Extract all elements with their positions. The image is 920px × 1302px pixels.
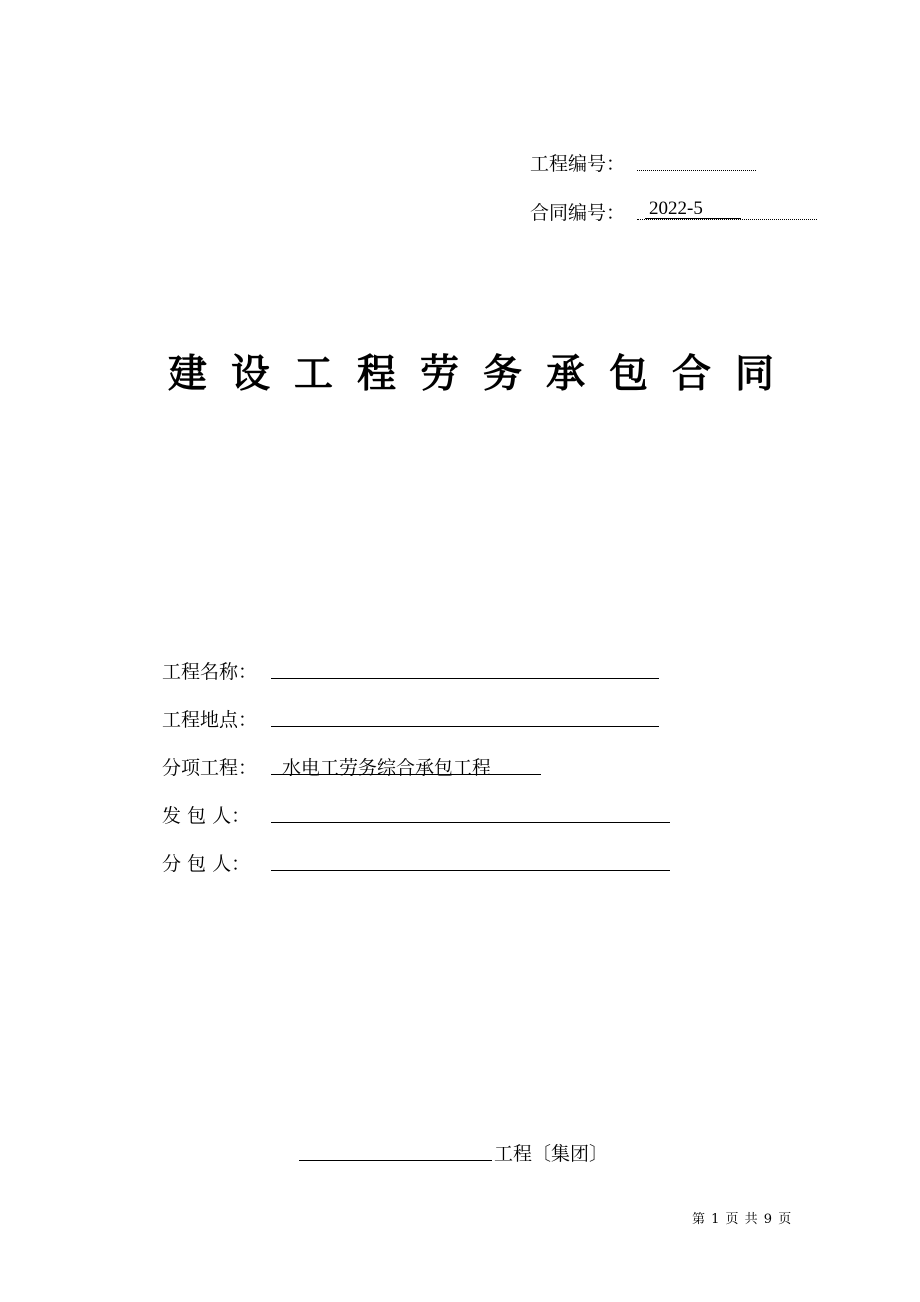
project-name-label: 工程名称： — [162, 661, 258, 683]
employer-field[interactable] — [271, 822, 670, 823]
project-name-field[interactable] — [271, 678, 659, 679]
document-title: 建设工程劳务承包合同 — [168, 352, 799, 397]
project-location-field[interactable] — [271, 726, 659, 727]
company-name-field[interactable] — [299, 1160, 492, 1161]
subcontractor-label: 分 包 人： — [162, 853, 251, 875]
contract-number-label: 合同编号： — [530, 202, 626, 224]
employer-label: 发 包 人： — [162, 805, 251, 827]
sub-project-label: 分项工程： — [162, 757, 258, 779]
sub-project-value: 水电工劳务综合承包工程 — [282, 757, 492, 779]
contract-number-value: 2022-5 — [649, 198, 703, 219]
project-number-label: 工程编号： — [530, 153, 626, 175]
subcontractor-field[interactable] — [271, 870, 670, 871]
project-location-label: 工程地点： — [162, 709, 258, 731]
page-number: 第 1 页 共 9 页 — [692, 1212, 793, 1227]
company-suffix: 工程〔集团〕 — [494, 1143, 609, 1165]
project-number-field[interactable] — [637, 170, 756, 171]
